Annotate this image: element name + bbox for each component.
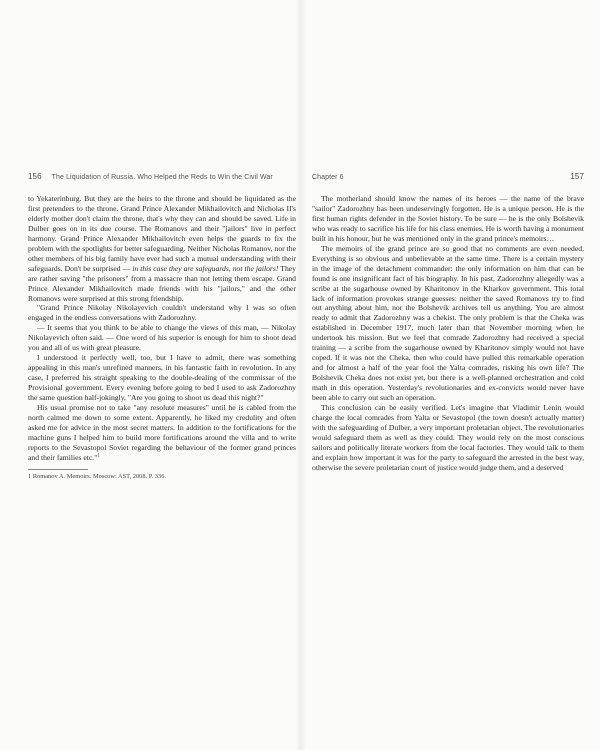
right-page (312, 172, 584, 473)
right-page-header (312, 172, 584, 186)
paragraph (28, 194, 296, 303)
paragraph-text: They are rather saving "the prisoners" from a massacre than not letting them escape. Grand Prince Alexander Mikhailovitch made friends with his "jailors," and the other Romanovs were surprised at this strong friendship. (28, 263, 296, 303)
right-page-body (312, 194, 584, 473)
footnote: 1 Romanov A. Memoirs. Moscow: AST, 2008. P. 336. (28, 472, 166, 480)
right-page-number: 157 (570, 172, 584, 181)
paragraph: "Grand Prince Nikolay Nikolayevich couldn't understand why I was so often engaged in the endless conversations with Zadorozhny. (28, 303, 296, 323)
italic-emphasis: in this case they are safeguards, not the jailors! (132, 263, 279, 273)
left-page (28, 172, 296, 481)
paragraph-text: His usual promise not to take "any resolute measures" until he is cabled from the north calmed me down to some extent. Apparently, he liked my credulity and often asked me for advice in the most secret matters. In addition to the fortifications for the machine guns I helped him to build more fortifications around the villa and to write reports to the Sevastopol Soviet regarding the behaviour of the former grand princes and their families etc." (28, 403, 296, 462)
left-page-body (28, 194, 296, 463)
paragraph: The memoirs of the grand prince are so good that no comments are even needed. Everything is so obvious and unbelievable at the same time. There is a certain mystery in the image of the detachment commander: the only information on him that can be found is one insignificant fact of his biography. In his past, Zadorozhny allegedly was a scribe at the sugarhouse owned by Kharitonov in the Kharkov government. This total lack of information provokes strange guesses: neither the saved Romanovs try to find out anything about him, nor the Bolshevik archives tell us anything. You are almost ready to admit that Zadorozhny was a chekist. The only problem is that the Cheka was established in December 1917, much later than that November morning when he undertook his mission. But we feel that comrade Zadorozhny had received a special training — a scribe from the sugarhouse owned by Kharitonov simply would not have coped. If it was not the Cheka, then who could have pulled this remarkable operation and for almost a half of the year fool the Yalta comrades, risking his own life? The Bolshevik Cheka does not exist yet, but there is a well-planned orchestration and cold math in this operation. Yesterday's revolutionaries and ex-convicts would never have been able to carry out such an operation. (312, 243, 584, 403)
left-page-number: 156 (28, 172, 42, 181)
footnote-reference: 1 (97, 453, 100, 459)
paragraph: I understood it perfectly well, too, but I have to admit, there was something appealing in this man's unrefined manners, in his fantastic faith in revolution. In any case, I preferred his straight speaking to the double-dealing of the commissar of the Provisional government. Every evening before going to bed I used to ask Zadorozhny the same question half-jokingly, "Are you going to shoot us dead this night?" (28, 353, 296, 403)
left-running-head: The Liquidation of Russia. Who Helped the Reds to Win the Civil War (51, 174, 273, 181)
footnote-rule (28, 469, 88, 470)
paragraph: This conclusion can be easily verified. Let's imagine that Vladimir Lenin would charge the local comrades from Yalta or Sevastopol (the town doesn't actually matter) with the safeguarding of Dulber, a very important proletarian object. The revolutionaries would safeguard them as well as they could. They would rely on the most conscious sailors and politically literate workers from the local factories. They would talk to them and explain how important it was for the party to safeguard the arrested in the best way, otherwise the severe proletarian court of justice would judge them, and a deserved (312, 403, 584, 472)
paragraph: — It seems that you think to be able to change the views of this man, — Nikolay Nikolayevich often said. — One word of his superior is enough for him to shoot dead you and all of us with great pleasure. (28, 323, 296, 353)
book-gutter (296, 0, 306, 750)
left-page-header (28, 172, 296, 186)
right-running-head: Chapter 6 (312, 174, 344, 181)
paragraph: The motherland should know the names of its heroes — the name of the brave "sailor" Zadorozhny has been undeservingly forgotten. He is a unique person. He is the first human rights defender in the Soviet history. To be sure — he is the only Bolshevik who was ready to sacrifice his life for his class enemies. He is worth having a monument built in his honour, but he was mentioned only in the grand prince's memoirs… (312, 194, 584, 243)
paragraph-text: to Yekaterinburg. But they are the heirs to the throne and should be liquidated as the first pretenders to the throne. Grand Prince Alexander Mikhailovitch and Nicholas II's elderly mother don't claim the throne, that's why they can and should be saved. Life in Dulber goes on in its due course. The Romanovs and their "jailors" live in perfect harmony. Grand Prince Alexander Mikhailovitch even helps the guards to fix the problem with the spotlights for better safeguarding. Neither Nicholas Romanov, nor the other members of his big family have ever had such a mutual understanding with their safeguards. Don't be surprised — (28, 194, 296, 273)
paragraph (28, 403, 296, 463)
